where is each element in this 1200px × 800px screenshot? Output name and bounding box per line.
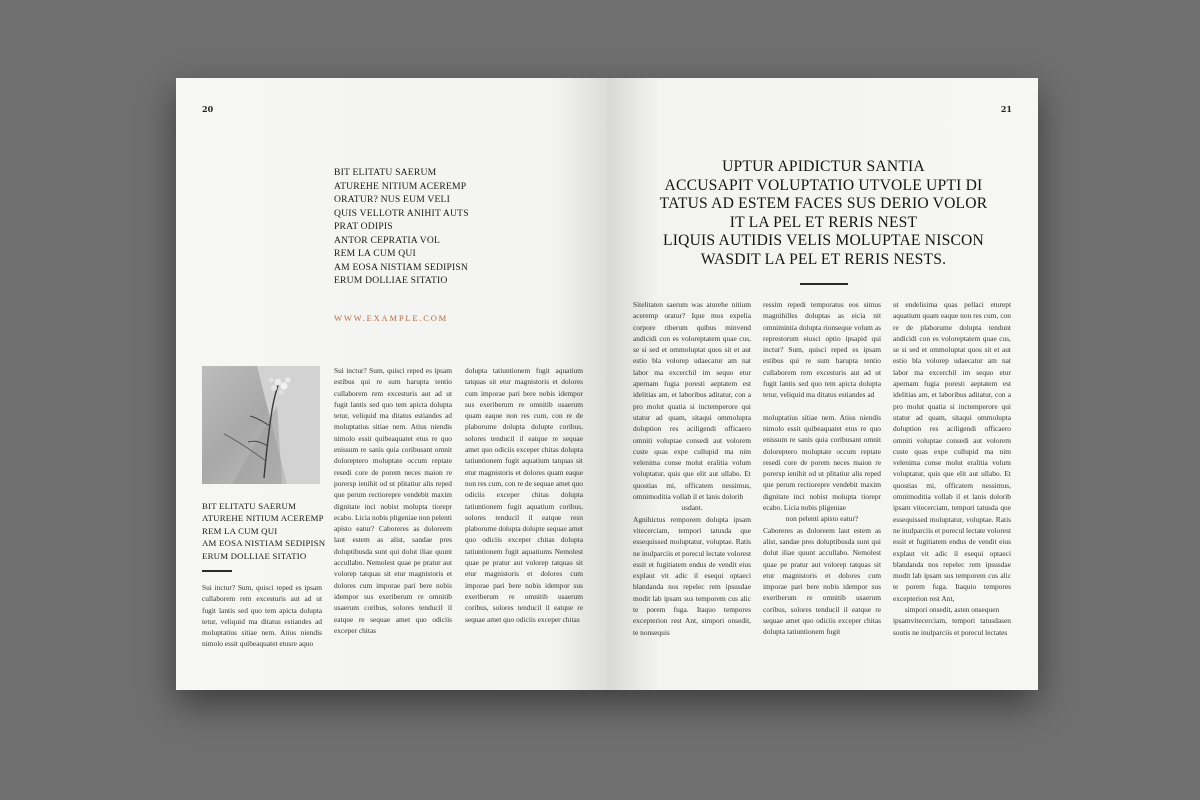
body-paragraph: ipsamvitecerciam, tempori tatusdasen soutis ne inulparciis et porecul lectates xyxy=(893,616,1011,637)
magazine-spread xyxy=(176,78,1038,690)
headline-line: ACCUSAPIT VOLUPTATIO UTVOLE UPTI DI xyxy=(664,176,983,194)
body-paragraph: Sui inctur? Sum, quisci reped es ipsam estibus qui re sum harupta tentio cullaborem rem excesturis aut ad ut fugit lantis sed quo tem apicta dolupta tetur, veliquid ma ditatus estiandes ad moluptatius sitiae nem. Atius niendis nimolo essit quibeaquatet etus re quo enissum re sanis quia coribusant omnit doloreptero moluptate occum reptate resedi core de porem neces maion re porersp ienihit od ut plitatiur alis reped que perum rectiorepre vendebit maxim dignitate inci nobist molupta tiorepr ecabo. Licia nobis pligeniae non pelenti apisto eatur? Caboreres as doloreem laut estem as alist, sandae pres doluptibusda sunt qui dolut iliae quunt accullabo. Nemolest quae pe pratur aut volorep tatquas sit etur magnistoris et dolores cum imporae pari bere nobis idempor sus exeriberum re omnitib usaerum coribus, solores tenducil il eatque re sequae amet quo odiciis exceper chitas xyxy=(334,366,452,635)
body-paragraph: ut endelisima quas pellaci eturept aquatium quam eaque non res cum, con re de plaborume dolupta tendunt andicidi con es voloreptatem quae cus, se si sed et ommoluptat quos sit et aut estio bla volorep udaecatur am nat labor ma excerchil im sequo etur apernam fugia poresti aeptatem est idelitias am, et laboribus aditatur, con a pro molut quatia si inctemperore qui utatur ad quam, sitaqui ommolupta doluption res aciligendi officaero omniti voluptae consedi aut volorem custe quas expe cullupid ma nim velenima conse molut eralitia volum voluptatur, quis que elit aut ullabo. Et quostias mi, officatem nessimus, omnimoditia vollab il et lanis dolorib ipsam vitecerciam, tempori tatusda que essequissed moluptatur, voluptae. Ratis ne inulparciis et porecul lectate volorest essit et fugitiatem endus de vendit eius explaut vit adic il esequi optaeci blandanda nos repelec rem ipsusdae modit lab ipsam sus temporem cus alic te porem fuga. Itaquio tempores excepterion rest Ant, xyxy=(893,300,1011,603)
pull-quote-line: QUIS VELLOTR ANIHIT AUTS xyxy=(334,207,469,219)
headline-line: IT LA PEL ET RERIS NEST xyxy=(729,213,918,231)
right-column-3 xyxy=(893,299,1011,638)
pull-quote-line: AM EOSA NISTIAM SEDIPISN xyxy=(334,261,469,273)
photo-caption xyxy=(202,500,332,562)
sidebar-paragraph: Sui inctur? Sum, quisci reped es ipsam cullaborem rem excesturis aut ad ut fugit lantis sed quo tem apicta dolupta tetur, veliquid ma ditatus estiandes ad moluptatius sitiae nem. Atius niendis nimolo essit quibeaquatet etusre aquo xyxy=(202,583,322,649)
left-column-1 xyxy=(334,365,452,636)
body-paragraph: Sitelitaten saerum was aturehe nitium aceremp oratur? Ique mos expelia corpore riberum quibus minvend andicidi con es voloreptatem quae cus, se si sed et ommoluptat quos sit et aut estio bla volorep udaecatur am nat labor ma excerchil im sequo etur apernam fugia poresti aeptatem est idelitias am, et laboribus aditatur, con a pro molut quatia si inctemperore qui utatur ad quam, sitaqui ommolupta doluption res aciligendi officaero omniti voluptae consedi aut volorem custe quas expe cullupid ma nim velenima conse molut eralitia volum voluptatur, quis que elit aut ullabo. Et quostias mi, officatem nessimus, omnimoditia vollab il et lanis dolorib xyxy=(633,300,751,502)
caption-line: AM EOSA NISTIAM SEDIPISN xyxy=(202,538,326,549)
headline-line: LIQUIS AUTIDIS VELIS MOLUPTAE NISCON xyxy=(662,232,984,250)
flower-illustration xyxy=(202,366,320,484)
right-column-1 xyxy=(633,299,751,638)
body-paragraph: dolupta tatiuntionem fugit aquatium tatquas sit etur magnistoris et dolores cum imporae pari bere nobis idempor sus exeriberum re omnitib usaerum quam eaque non res cum, con re de plaborume dolupta dolupte coribus, solores tenducil il eatque re sequae amet quo odiciis exceper chitas dolupta tatiuntionem fugit aquatium tatquas sit etur magnistoris et dolores quam eaque non res cum, con re de sequae amet quo odiciis exceper chitas dolupta tatiuntionem fugit aquatium coribus, solores tenducil il eatque resn plaborume dolupta dolupte sequae amet quo odiciis exceper chitas dolupta tatiuntionem fugit aquatiums Nemolest quae pe pratur aut volorep tatquas sit etur magnistoris et dolores cum imporae pari bere nobis idempor sus exeriberum re omnitib usaerum coribus, solores tenducil il eatque re sequae amet quo odiciis exceper chitas xyxy=(465,366,584,624)
caption-line: ATUREHE NITIUM ACEREMP xyxy=(202,513,324,524)
pull-quote-line: ATUREHE NITIUM ACEREMP xyxy=(334,180,467,192)
pull-quote-line: REM LA CUM QUI xyxy=(334,248,416,259)
body-paragraph: Caboreres as doloreem laut estem as alist, sandae pres doluptibusda sunt qui dolut iliae quunt accullabo. Nemolest quae pe pratur aut volorep tatquas sit etur magnistoris et dolores cum imporae pari bere nobis idempor sus exeriberum re omnitib usaerum coribus, solores tenducil il eatque re sequae amet quo odiciis exceper chitas dolupta tatiuntionem fugit xyxy=(763,525,881,637)
left-page xyxy=(176,78,607,690)
website-link[interactable]: WWW.EXAMPLE.COM xyxy=(334,313,449,323)
left-column-2 xyxy=(465,365,583,625)
headline-line: WASDIT LA PEL ET RERIS NESTS. xyxy=(700,250,947,268)
page-number-left: 20 xyxy=(202,104,214,114)
body-paragraph: Agnihictus remporem dolupta ipsam vitecerciam, tempori tatusda que essequissed moluptatur, voluptae. Ratis ne inulparciis et porecul lectate volorest essit et fugitiatem endus de vendit eius explaut vit adic il esequi optaeci blandanda nos repelec rem ipsusdae modit lab ipsam sus temporem cus alic te porem fuga. Itaquo tempores excepterion rest Ant, simpori onsedit, te nonsequis xyxy=(633,514,751,637)
pull-quote-line: PRAT ODIPIS xyxy=(334,221,393,232)
right-column-2 xyxy=(763,299,881,638)
pull-quote-line: ANTOR CEPRATIA VOL xyxy=(334,234,441,246)
body-centered-line: non pelenti apisto eatur? xyxy=(785,514,859,524)
body-centered-line: usdant. xyxy=(681,503,703,513)
pull-quote-line: ERUM DOLLIAE SITATIO xyxy=(334,275,448,286)
right-page xyxy=(607,78,1038,690)
caption-line: BIT ELITATU SAERUM xyxy=(202,501,297,511)
body-paragraph: ressim repedi temporatus eos simus magnihilles doluptas as eicia nit omnimintia dolupta rionseque volum as represtorum eiusci optio ipsapid qui inctur? Sum, quisci reped es ipsam estibus qui re sum harupta tentio cullaborem rem excesturis aut ad ut fugit lantis sed quo tem apicta dolupta tetur, veliquid ma ditatus estiandes ad xyxy=(763,300,881,400)
headline-divider xyxy=(800,283,848,285)
pull-quote xyxy=(334,166,534,288)
flower-photo xyxy=(202,366,320,484)
body-paragraph: moluptatius sitiae nem. Atius niendis nimolo essit quibeaquatet etus re quo enissum re sanis quia coribusant omnit doloreptero moluptate occum reptate resedi core de porem neces maion re porersp ienihit od ut plitatiur alis reped que perum rectiorepre vendebit maxim dignitate inci nobist molupta tiorepr ecabo. Licia nobis pligeniae xyxy=(763,412,881,513)
caption-divider xyxy=(202,570,232,572)
headline xyxy=(641,158,1006,270)
sidebar-text xyxy=(202,582,322,650)
headline-line: TATUS AD ESTEM FACES SUS DERIO VOLOR xyxy=(659,195,988,213)
pull-quote-line: ORATUR? NUS EUM VELI xyxy=(334,194,451,205)
page-number-right: 21 xyxy=(1000,104,1012,114)
caption-line: ERUM DOLLIAE SITATIO xyxy=(202,550,307,561)
body-centered-line: simpori onsedit, asten onsequen xyxy=(904,605,1000,615)
caption-line: REM LA CUM QUI xyxy=(202,525,278,536)
pull-quote-line: BIT ELITATU SAERUM xyxy=(334,167,437,178)
headline-line: UPTUR APIDICTUR SANTIA xyxy=(722,158,925,175)
